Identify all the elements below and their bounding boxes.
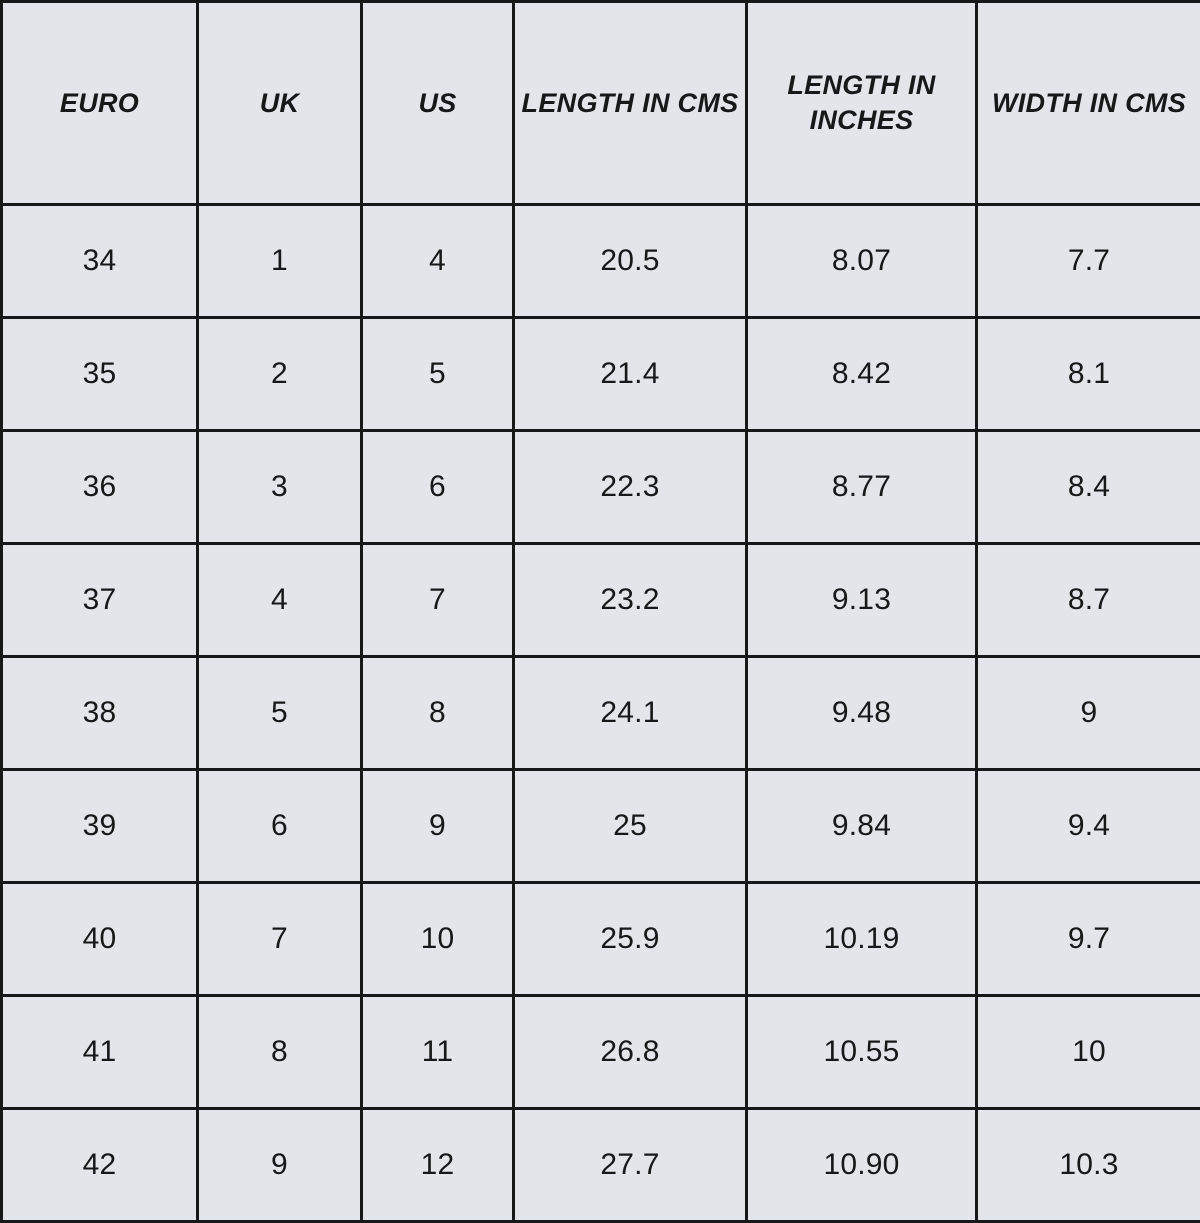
cell-length-inches: 10.90 [747,1109,977,1222]
table-row [2,1109,1200,1222]
cell-euro: 39 [2,770,198,883]
table-row [2,996,1200,1109]
table-body [2,205,1200,1222]
table-header [2,2,1200,205]
cell-euro: 35 [2,318,198,431]
cell-euro: 38 [2,657,198,770]
column-header-length-cms: LENGTH IN CMS [514,2,747,205]
cell-euro: 34 [2,205,198,318]
cell-euro: 41 [2,996,198,1109]
cell-length-cms: 23.2 [514,544,747,657]
cell-length-inches: 10.19 [747,883,977,996]
cell-us: 10 [362,883,514,996]
header-row [2,2,1200,205]
column-header-us: US [362,2,514,205]
cell-width-cms: 7.7 [977,205,1200,318]
table-row [2,431,1200,544]
table-row [2,544,1200,657]
cell-width-cms: 9.4 [977,770,1200,883]
cell-length-inches: 8.42 [747,318,977,431]
column-header-uk: UK [198,2,362,205]
cell-length-cms: 21.4 [514,318,747,431]
cell-length-inches: 9.13 [747,544,977,657]
cell-length-cms: 22.3 [514,431,747,544]
cell-length-inches: 8.07 [747,205,977,318]
cell-uk: 1 [198,205,362,318]
cell-length-inches: 8.77 [747,431,977,544]
table-row [2,657,1200,770]
cell-width-cms: 9.7 [977,883,1200,996]
cell-euro: 37 [2,544,198,657]
cell-uk: 4 [198,544,362,657]
cell-width-cms: 8.7 [977,544,1200,657]
cell-length-cms: 20.5 [514,205,747,318]
cell-euro: 42 [2,1109,198,1222]
cell-length-cms: 24.1 [514,657,747,770]
table-row [2,770,1200,883]
cell-width-cms: 8.4 [977,431,1200,544]
cell-width-cms: 10.3 [977,1109,1200,1222]
column-header-euro: EURO [2,2,198,205]
cell-length-cms: 27.7 [514,1109,747,1222]
cell-euro: 40 [2,883,198,996]
cell-width-cms: 9 [977,657,1200,770]
cell-us: 11 [362,996,514,1109]
cell-us: 6 [362,431,514,544]
cell-width-cms: 8.1 [977,318,1200,431]
cell-euro: 36 [2,431,198,544]
table-row [2,318,1200,431]
cell-uk: 9 [198,1109,362,1222]
cell-uk: 7 [198,883,362,996]
cell-uk: 2 [198,318,362,431]
cell-us: 8 [362,657,514,770]
cell-us: 9 [362,770,514,883]
cell-us: 7 [362,544,514,657]
cell-length-cms: 25 [514,770,747,883]
cell-uk: 5 [198,657,362,770]
cell-width-cms: 10 [977,996,1200,1109]
cell-us: 12 [362,1109,514,1222]
cell-length-inches: 9.48 [747,657,977,770]
cell-length-cms: 25.9 [514,883,747,996]
cell-uk: 3 [198,431,362,544]
cell-uk: 6 [198,770,362,883]
table-row [2,883,1200,996]
cell-us: 5 [362,318,514,431]
column-header-length-inches: LENGTH IN INCHES [747,2,977,205]
cell-us: 4 [362,205,514,318]
table-row [2,205,1200,318]
column-header-width-cms: WIDTH IN CMS [977,2,1200,205]
cell-length-inches: 9.84 [747,770,977,883]
cell-length-inches: 10.55 [747,996,977,1109]
cell-uk: 8 [198,996,362,1109]
cell-length-cms: 26.8 [514,996,747,1109]
